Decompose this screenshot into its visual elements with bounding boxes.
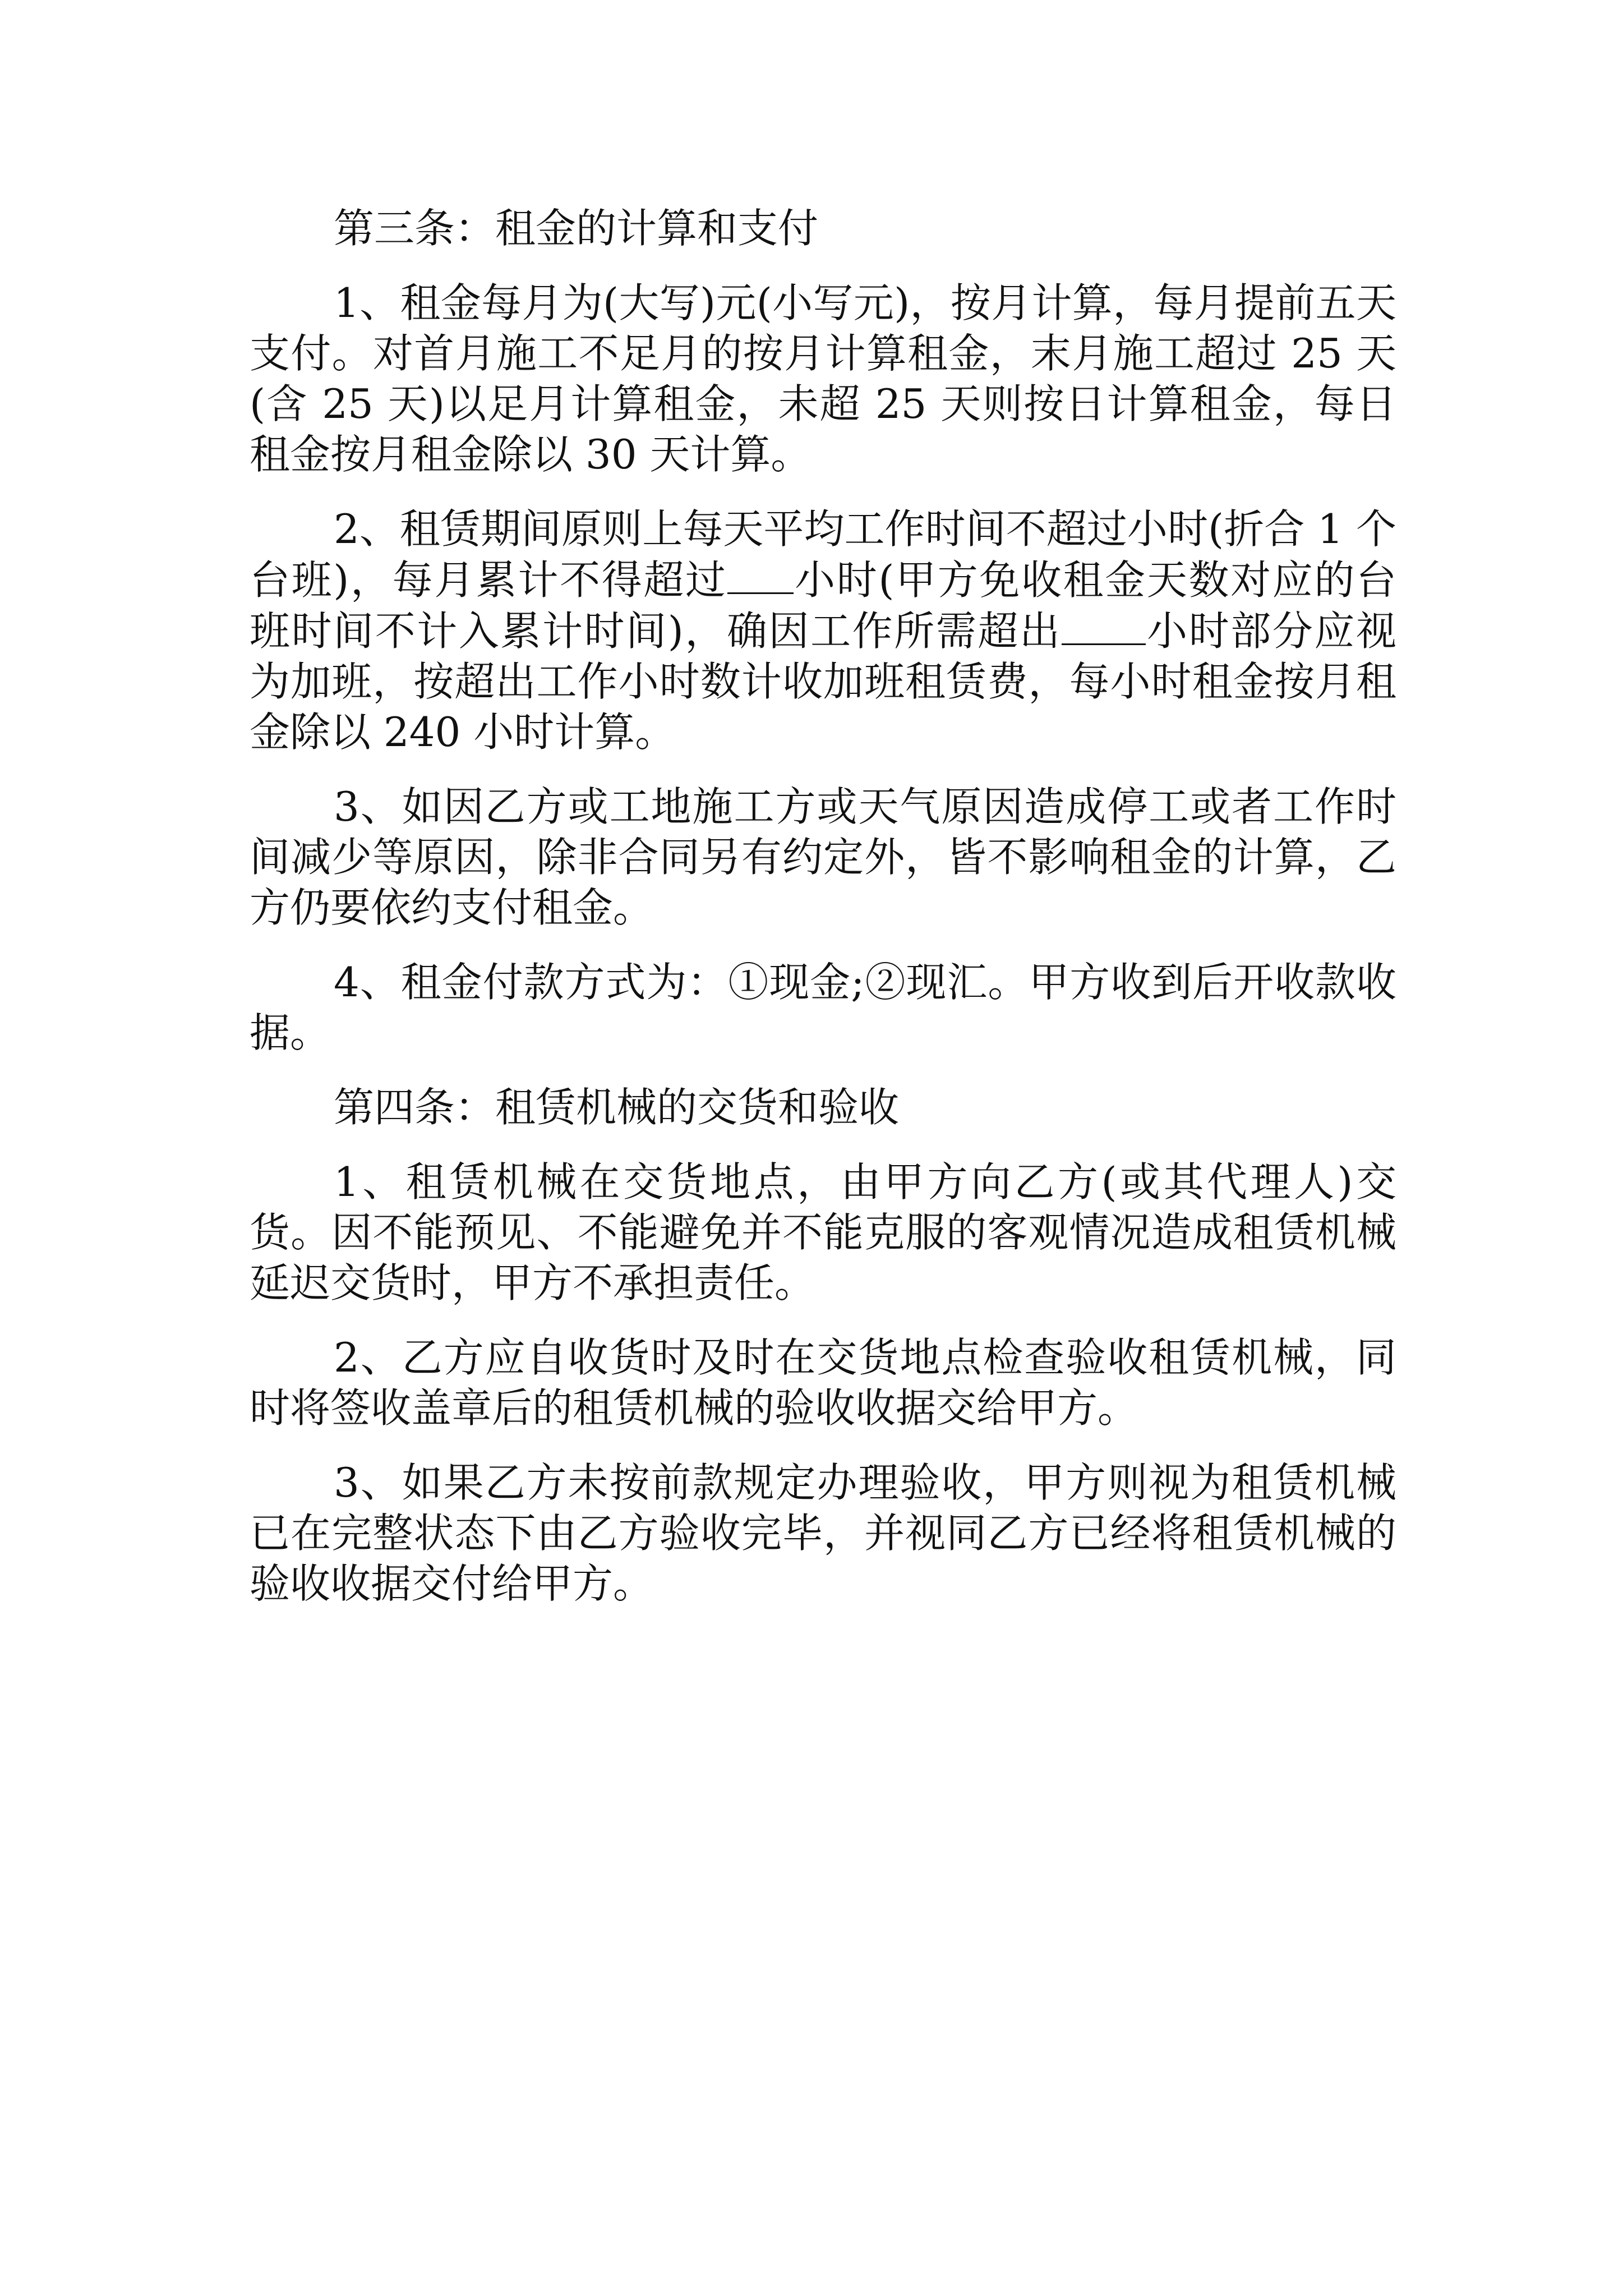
section-3-item-1: 1、租金每月为(大写)元(小写元)，按月计算，每月提前五天支付。对首月施工不足月的按月计算租金，末月施工超过 25 天(含 25 天)以足月计算租金，未超 25 天则按日计算租金，每日租金按月租金除以 30 天计算。: [250, 279, 1396, 478]
section-3-item-4: 4、租金付款方式为：①现金;②现汇。甲方收到后开收款收据。: [250, 959, 1396, 1056]
document-body: [250, 203, 1396, 1633]
fill-in-blank-overtime-hours: [1062, 605, 1146, 645]
section-3-item-3: 3、如因乙方或工地施工方或天气原因造成停工或者工作时间减少等原因，除非合同另有约定外，皆不影响租金的计算，乙方仍要依约支付租金。: [250, 783, 1396, 931]
section-3-item-2-text-b: 小时(甲方免收租金天数对应的台班时间不计入累计时间)，确因工作所需超出: [250, 556, 1396, 655]
section-4-item-3: 3、如果乙方未按前款规定办理验收，甲方则视为租赁机械已在完整状态下由乙方验收完毕，并视同乙方已经将租赁机械的验收收据交付给甲方。: [250, 1459, 1396, 1607]
section-4-heading: 第四条：租赁机械的交货和验收: [334, 1084, 900, 1131]
section-3-item-2-text-a: 2、租赁期间原则上每天平均工作时间不超过小时(折合 1 个台班)，每月累计不得超过: [250, 505, 1396, 604]
section-3-item-2: [250, 504, 1396, 757]
fill-in-blank-monthly-hours: [727, 554, 794, 594]
section-4-item-1: 1、租赁机械在交货地点，由甲方向乙方(或其代理人)交货。因不能预见、不能避免并不能克服的客观情况造成租赁机械延迟交货时，甲方不承担责任。: [250, 1158, 1396, 1306]
section-3-item-2-text-c: 小时部分应视为加班，按超出工作小时数计收加班租赁费，每小时租金按月租金除以 240 小时计算。: [250, 608, 1396, 756]
section-3-heading: 第三条：租金的计算和支付: [334, 205, 819, 252]
section-4-item-2: 2、乙方应自收货时及时在交货地点检查验收租赁机械，同时将签收盖章后的租赁机械的验收收据交给甲方。: [250, 1334, 1396, 1432]
